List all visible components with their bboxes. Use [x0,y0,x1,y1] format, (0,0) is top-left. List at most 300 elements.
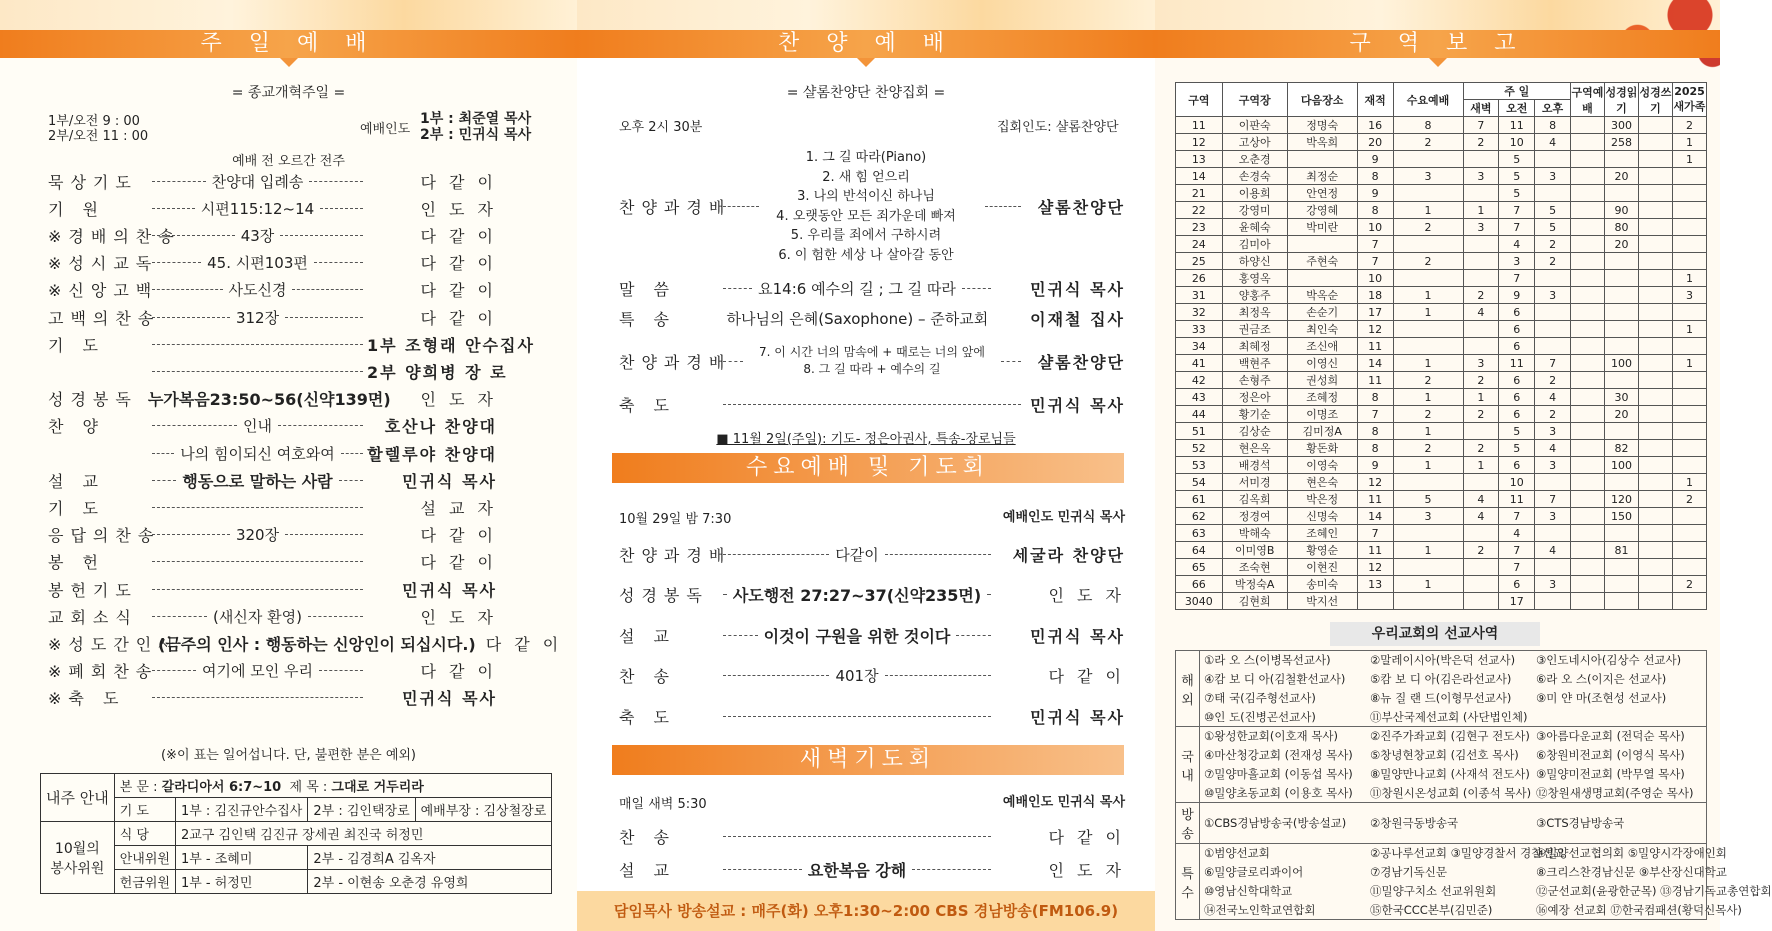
table-cell [1535,559,1571,576]
order-person: 민귀식 목사 [1030,626,1125,646]
table-cell [1571,355,1605,372]
order-row [619,622,1125,648]
table-cell: 권성희 [1287,372,1357,389]
table-cell: 8 [1357,440,1393,457]
autumn-leaves-decoration [0,0,577,30]
table-cell: 30 [1605,389,1639,406]
order-row [48,630,563,656]
order-text: 요14:6 예수의 길 ; 그 길 따라 [758,279,956,298]
mission-item: ②공나루선교회 ③밀양경찰서 경찰선교 [1370,846,1565,860]
table-cell: 2 [1393,406,1463,423]
mission-item: ⑧뉴 질 랜 드(이형무선교사) [1370,691,1512,705]
song-item: 1. 그 길 따라(Piano) [805,150,927,165]
table-cell [1571,389,1605,406]
table-cell [1571,321,1605,338]
order-person: 인 도 자 [1048,860,1125,880]
order-row [48,168,497,194]
table-cell: 6 [1499,338,1535,355]
table-cell [1605,372,1639,389]
table-cell [1571,372,1605,389]
praise-leader: 집회인도: 샬롬찬양단 [997,120,1119,135]
table-cell: 권금조 [1222,321,1287,338]
table-row [1176,491,1707,508]
table-cell [1673,508,1707,525]
table-cell [1393,593,1463,610]
table-cell [1571,576,1605,593]
table-cell: 오춘경 [1222,151,1287,168]
table-cell [1639,440,1673,457]
table-cell: 8 [1357,202,1393,219]
table-row [1176,253,1707,270]
table-cell: 100 [1605,355,1639,372]
table-cell [1287,270,1357,287]
table-cell: 8 [1357,423,1393,440]
table-cell [1571,559,1605,576]
table-cell: 2 [1535,236,1571,253]
table-cell: 7 [1463,117,1499,134]
table-cell: 2 [1673,117,1707,134]
order-person: 다 같 이 [420,281,497,301]
order-item [148,443,367,464]
table-cell [1605,270,1639,287]
order-row [48,685,497,711]
table-row [1176,117,1707,134]
order-person: 세굴라 찬양단 [1012,545,1125,565]
order-label: 찬 양 [48,417,105,437]
order-text: 찬양대 입례송 [211,172,304,191]
order-text: 인내 [243,417,272,436]
prayer-1: 1부 : 김진규안수집사 [175,798,307,822]
table-cell [1571,474,1605,491]
table-cell: 1 [1393,423,1463,440]
table-cell: 33 [1176,321,1223,338]
order-label: 고백의찬송 [48,308,161,328]
table-cell: 42 [1176,372,1223,389]
table-cell: 1 [1673,474,1707,491]
wednesday-leader: 예배인도 민귀식 목사 [1002,510,1125,525]
table-cell: 11 [1357,491,1393,508]
order-item [148,225,367,246]
order-label: 찬 송 [619,827,676,847]
order-person: 다 같 이 [1048,667,1125,686]
order-person: 다 같 이 [420,526,497,546]
table-cell [1463,525,1499,542]
order-item [148,632,486,655]
table-cell: 박해숙 [1222,525,1287,542]
table-cell: 10 [1499,474,1535,491]
table-cell [1639,474,1673,491]
table-cell: 44 [1176,406,1223,423]
table-cell: 김옥희 [1222,491,1287,508]
order-item [148,307,367,328]
mission-row [1176,803,1707,844]
table-cell [1463,423,1499,440]
table-cell [1639,491,1673,508]
mission-row [1176,844,1707,920]
table-row [1176,338,1707,355]
praise-service-panel [577,0,1155,931]
mission-item: ⑭전국노인학교연합회 [1204,903,1316,917]
dawn-prayer-title: 새벽기도회 [612,745,1124,775]
mission-item: ⑨밀양미전교회 (박무열 목사) [1536,767,1685,781]
table-cell: 1 [1393,304,1463,321]
table-cell: 11 [1499,491,1535,508]
table-cell: 박미란 [1287,219,1357,236]
table-cell: 배경석 [1222,457,1287,474]
order-label: 말 씀 [619,279,676,299]
table-cell: 7 [1499,559,1535,576]
table-row [1176,219,1707,236]
table-cell: 52 [1176,440,1223,457]
volunteer-role: 식 당 [114,822,175,846]
order-text: 사도신경 [228,281,287,300]
order-row [619,823,1125,849]
table-cell: 2 [1463,542,1499,559]
table-cell: 2 [1535,406,1571,423]
table-cell: 3 [1535,287,1571,304]
table-cell [1571,134,1605,151]
mission-item: ⑥밀양글로리콰이어 [1204,865,1304,879]
table-cell [1535,304,1571,321]
table-cell: 20 [1605,168,1639,185]
table-cell: 4 [1463,508,1499,525]
table-cell: 5 [1499,151,1535,168]
mission-item: ⑤창녕현창교회 (김선호 목사) [1370,748,1519,762]
table-cell: 최정옥 [1222,304,1287,321]
table-cell: 2 [1535,253,1571,270]
table-cell: 51 [1176,423,1223,440]
order-item [148,252,367,273]
table-cell: 8 [1535,117,1571,134]
mission-item: ①범양선교회 [1204,846,1270,860]
table-cell: 김미정A [1287,423,1357,440]
order-row [619,582,1125,608]
table-cell: 최정순 [1287,168,1357,185]
table-cell: 6 [1499,389,1535,406]
order-text: 행동으로 말하는 사람 [182,471,333,491]
cell-report-table [1175,82,1707,610]
table-cell: 1 [1673,134,1707,151]
order-row [619,663,1125,689]
order-person: 인 도 자 [420,607,497,627]
mission-item: ③CTS경남방송국 [1536,816,1625,830]
service-subtitle: = 종교개혁주일 = [231,85,346,101]
table-row [1176,355,1707,372]
order-text: 시편115:12~14 [200,199,315,218]
table-cell: 1 [1463,457,1499,474]
order-row [48,522,497,548]
table-cell: 김현희 [1222,593,1287,610]
table-cell [1535,474,1571,491]
table-cell: 이영신 [1287,355,1357,372]
table-cell: 3 [1535,508,1571,525]
order-row [48,440,497,466]
table-cell [1535,525,1571,542]
table-cell [1463,185,1499,202]
table-cell [1673,389,1707,406]
table-cell [1639,525,1673,542]
sunday-service-panel [0,0,577,931]
table-cell: 6 [1499,304,1535,321]
table-cell: 1 [1463,389,1499,406]
table-cell: 4 [1463,304,1499,321]
table-cell: 조혜정 [1287,389,1357,406]
table-row [1176,457,1707,474]
table-cell: 손경숙 [1222,168,1287,185]
order-row [48,222,497,248]
table-cell: 12 [1176,134,1223,151]
column-header: 구역예배 [1571,83,1605,117]
song-item: 5. 우리를 죄에서 구하시려 [790,228,942,243]
table-cell [1571,440,1605,457]
upcoming-notice: ■ 11월 2일(주일): 기도- 정은아권사, 특송-장로님들 [716,432,1016,447]
table-cell [1673,372,1707,389]
table-cell: 2 [1463,406,1499,423]
table-cell [1639,457,1673,474]
table-cell [1605,474,1639,491]
order-label: 기 도 [48,335,105,355]
table-cell: 10 [1357,219,1393,236]
praise-worship-row-2: 찬양과경배 7. 이 시간 너의 맘속에 + 때로는 너의 앞에 8. 그 길 따라 + 예수의 길 샬롬찬양단 [619,345,1125,376]
next-week-sermon: 그대로 거두리라 [331,780,424,795]
order-person: 다 같 이 [420,226,497,246]
table-cell [1357,593,1393,610]
table-cell: 박정숙A [1222,576,1287,593]
order-row [48,603,497,629]
mission-item: ⑤캄 보 디 아(김은라선교사) [1370,672,1512,686]
prayer-label: 기 도 [114,798,175,822]
dawn-leader: 예배인도 민귀식 목사 [1002,795,1125,810]
table-cell: 2 [1393,253,1463,270]
mission-item: ①왕성한교회(이호재 목사) [1204,729,1339,743]
table-cell: 황영순 [1287,542,1357,559]
praise-benediction-row: 축 도 민귀식 목사 [619,395,1125,415]
autumn-leaves-decoration [577,0,1155,30]
table-cell: 24 [1176,236,1223,253]
table-cell [1287,236,1357,253]
order-person: 민귀식 목사 [1030,707,1125,727]
table-cell: 3 [1463,168,1499,185]
table-cell: 4 [1463,491,1499,508]
table-cell [1571,236,1605,253]
song-item: 2. 새 힘 얻으리 [822,169,910,185]
next-week-text-cell: 본 문 : 갈라디아서 6:7~10 제 목 : 그대로 거두리라 [114,774,552,798]
table-cell [1393,185,1463,202]
table-cell [1639,593,1673,610]
table-cell: 7 [1357,406,1393,423]
next-week-info-table [40,773,552,894]
column-header: 성경읽기 [1605,83,1639,117]
table-cell [1393,151,1463,168]
mission-item: ⑥창원비전교회 (이영식 목사) [1536,748,1685,762]
table-cell [1639,168,1673,185]
table-cell: 90 [1605,202,1639,219]
table-cell [1393,525,1463,542]
order-label: 찬양과경배 [619,545,732,565]
table-cell: 서미경 [1222,474,1287,491]
table-cell: 8 [1393,117,1463,134]
mission-item: ②진주가좌교회 (김현구 전도사) [1370,729,1530,743]
table-cell [1639,287,1673,304]
order-item [719,665,995,686]
table-cell: 23 [1176,219,1223,236]
table-cell: 윤혜숙 [1222,219,1287,236]
order-text: 하나님의 은혜(Saxophone) – 준하교회 [726,309,989,328]
prelude: 예배 전 오르간 전주 [232,154,345,169]
table-cell: 12 [1357,321,1393,338]
table-cell: 3 [1393,168,1463,185]
order-label: ※성시교독 [48,254,159,274]
table-cell: 4 [1535,542,1571,559]
table-cell [1605,423,1639,440]
order-item [717,308,999,329]
table-cell: 손순기 [1287,304,1357,321]
table-cell [1639,542,1673,559]
order-item [148,371,367,372]
table-cell: 박옥순 [1287,287,1357,304]
table-cell: 20 [1605,406,1639,423]
mission-item: ②창원극동방송국 [1370,816,1459,830]
table-cell [1463,474,1499,491]
table-cell [1639,134,1673,151]
table-cell: 안연정 [1287,185,1357,202]
order-item [719,836,995,837]
order-label: 교회소식 [48,607,138,627]
table-cell: 300 [1605,117,1639,134]
table-cell [1639,236,1673,253]
mission-item [1536,709,1702,725]
volunteer-names: 1부 - 조혜미 [175,846,307,870]
order-row [48,195,497,221]
table-cell: 13 [1357,576,1393,593]
table-cell: 3 [1535,168,1571,185]
table-cell: 34 [1176,338,1223,355]
volunteers-label: 10월의 봉사위원 [41,822,115,894]
table-cell [1605,559,1639,576]
table-cell: 13 [1176,151,1223,168]
table-cell: 1 [1673,151,1707,168]
mission-item: ⑪부산국제선교회 (사단법인체) [1370,710,1528,724]
order-label: ※성도간인사 [48,634,181,654]
table-row [1176,287,1707,304]
table-cell: 조숙현 [1222,559,1287,576]
table-cell: 9 [1357,151,1393,168]
order-row [48,277,497,303]
order-label: 기 원 [48,199,105,219]
table-cell: 1 [1393,576,1463,593]
table-cell: 박은정 [1287,491,1357,508]
table-cell: 10 [1357,270,1393,287]
table-cell: 2 [1463,287,1499,304]
table-cell: 11 [1176,117,1223,134]
column-header: 오후 [1535,100,1571,117]
mission-category: 방송 [1176,803,1200,844]
table-cell: 5 [1499,185,1535,202]
table-cell: 258 [1605,134,1639,151]
table-cell [1571,304,1605,321]
wednesday-time: 10월 29일 밤 7:30 [619,512,732,527]
column-header: 재적 [1357,83,1393,117]
table-cell: 7 [1535,355,1571,372]
table-cell: 7 [1357,236,1393,253]
order-label: 응답의찬송 [48,526,161,546]
order-person: 1부 조형래 안수집사 [367,335,535,355]
table-cell: 3 [1499,253,1535,270]
table-row [1176,304,1707,321]
table-cell: 조신애 [1287,338,1357,355]
table-cell [1673,202,1707,219]
table-cell: 1 [1393,287,1463,304]
table-cell: 7 [1535,491,1571,508]
order-text: 320장 [235,526,280,545]
table-cell [1571,202,1605,219]
mission-category: 해외 [1176,651,1200,727]
table-row [1176,168,1707,185]
order-person: 민귀식 목사 [1030,279,1125,299]
mission-item: ③아름다운교회 (전덕순 목사) [1536,729,1685,743]
table-cell: 4 [1499,525,1535,542]
table-cell [1639,406,1673,423]
order-label: ※폐회찬송 [48,662,159,682]
table-cell: 2 [1463,440,1499,457]
volunteer-names: 2부 - 이현송 오춘경 유영희 [308,870,552,894]
table-row [1176,440,1707,457]
table-cell: 3 [1535,457,1571,474]
table-cell: 61 [1176,491,1223,508]
order-row [48,467,497,493]
table-cell: 5 [1393,491,1463,508]
mission-item: ⑫창원새생명교회(주영순 목사) [1536,786,1694,800]
table-row [1176,185,1707,202]
table-cell: 11 [1499,117,1535,134]
order-text: (새신자 환영) [213,607,302,626]
table-cell: 현은숙 [1287,474,1357,491]
column-header: 새벽 [1463,100,1499,117]
praise-subtitle: = 샬롬찬양단 찬양집회 = [786,85,946,101]
volunteer-names: 2교구 김인택 김진규 장세권 최진국 허정민 [175,822,551,846]
order-row [48,576,497,602]
table-cell [1639,338,1673,355]
mission-item: ⑪밀양구치소 선교위원회 [1370,884,1497,898]
order-text: 여기에 모인 우리 [202,662,313,681]
table-cell [1605,525,1639,542]
table-cell [1571,117,1605,134]
table-cell: 신명숙 [1287,508,1357,525]
order-person: 민귀식 목사 [402,580,497,600]
table-cell [1535,321,1571,338]
table-cell: 1 [1673,355,1707,372]
table-cell: 16 [1357,117,1393,134]
table-cell: 3 [1673,287,1707,304]
table-cell [1673,185,1707,202]
order-person: 다 같 이 [420,662,497,682]
order-label: 특 송 [619,309,676,329]
column-header: 성경쓰기 [1639,83,1673,117]
order-label: ※신앙고백 [48,281,159,301]
order-item [719,544,995,565]
table-cell [1673,593,1707,610]
table-row [1176,508,1707,525]
table-cell: 26 [1176,270,1223,287]
table-row [1176,474,1707,491]
table-cell: 양홍주 [1222,287,1287,304]
table-cell [1393,338,1463,355]
table-cell: 1 [1393,542,1463,559]
table-cell [1639,355,1673,372]
table-cell [1605,185,1639,202]
column-header: 수요예배 [1393,83,1463,117]
praise-time: 오후 2시 30분 [619,120,703,135]
